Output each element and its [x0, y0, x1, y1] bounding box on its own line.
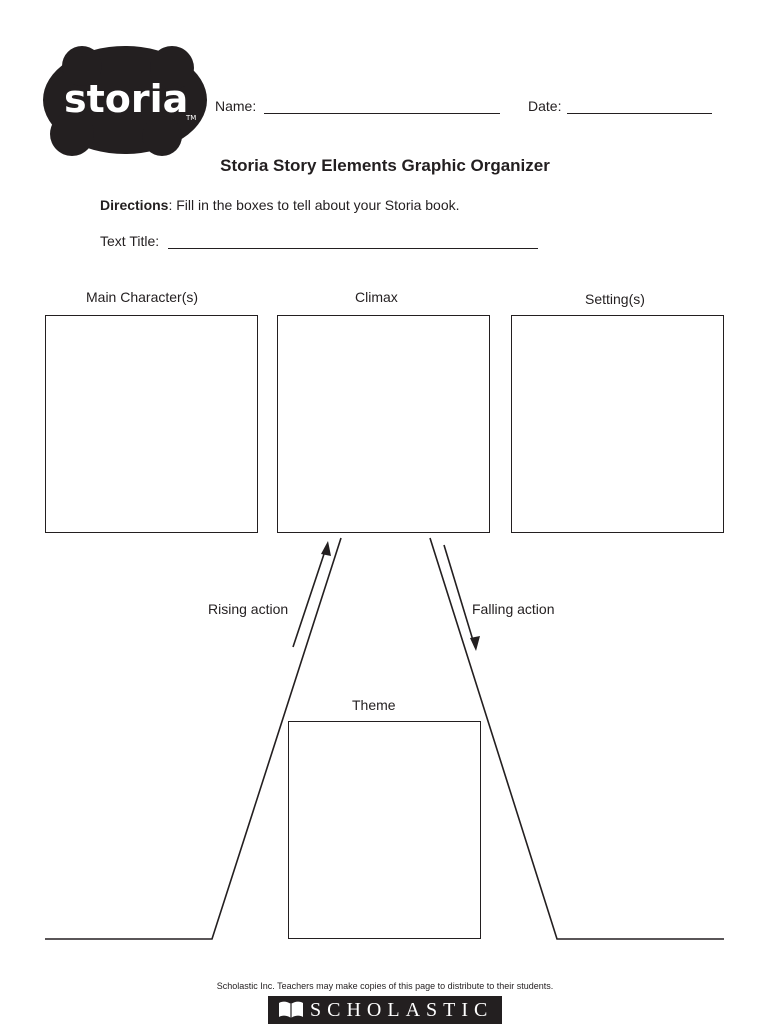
rising-action-label: Rising action — [208, 601, 289, 617]
scholastic-logo — [268, 996, 502, 1024]
date-field[interactable] — [567, 113, 712, 114]
directions-label: Directions — [100, 197, 169, 213]
logo-wordmark: storia — [64, 77, 189, 121]
text-title-field[interactable] — [168, 248, 538, 249]
falling-arrowhead — [470, 636, 480, 651]
settings-label: Setting(s) — [585, 291, 645, 307]
directions-text: : Fill in the boxes to tell about your Storia book. — [168, 197, 460, 213]
copyright-note: Scholastic Inc. Teachers may make copies of this page to distribute to their students. — [216, 981, 554, 991]
climax-label: Climax — [355, 289, 398, 305]
theme-box[interactable] — [288, 721, 481, 939]
name-field[interactable] — [264, 113, 500, 114]
climax-box[interactable] — [277, 315, 490, 533]
page-title: Storia Story Elements Graphic Organizer — [220, 156, 550, 175]
falling-action-label: Falling action — [472, 601, 555, 617]
settings-box[interactable] — [511, 315, 724, 533]
main-characters-label: Main Character(s) — [86, 289, 199, 305]
directions — [100, 197, 460, 213]
scholastic-wordmark: SCHOLASTIC — [310, 999, 494, 1021]
date-label: Date: — [528, 98, 562, 114]
open-book-icon — [278, 1001, 304, 1019]
logo-trademark: TM — [186, 114, 197, 122]
theme-label: Theme — [352, 697, 396, 713]
text-title-label: Text Title: — [100, 233, 160, 249]
storia-logo — [42, 44, 208, 156]
rising-arrowhead — [321, 541, 331, 556]
name-label: Name: — [215, 98, 257, 114]
main-characters-box[interactable] — [45, 315, 258, 533]
falling-arrow — [444, 545, 475, 647]
rising-arrow — [293, 545, 327, 647]
